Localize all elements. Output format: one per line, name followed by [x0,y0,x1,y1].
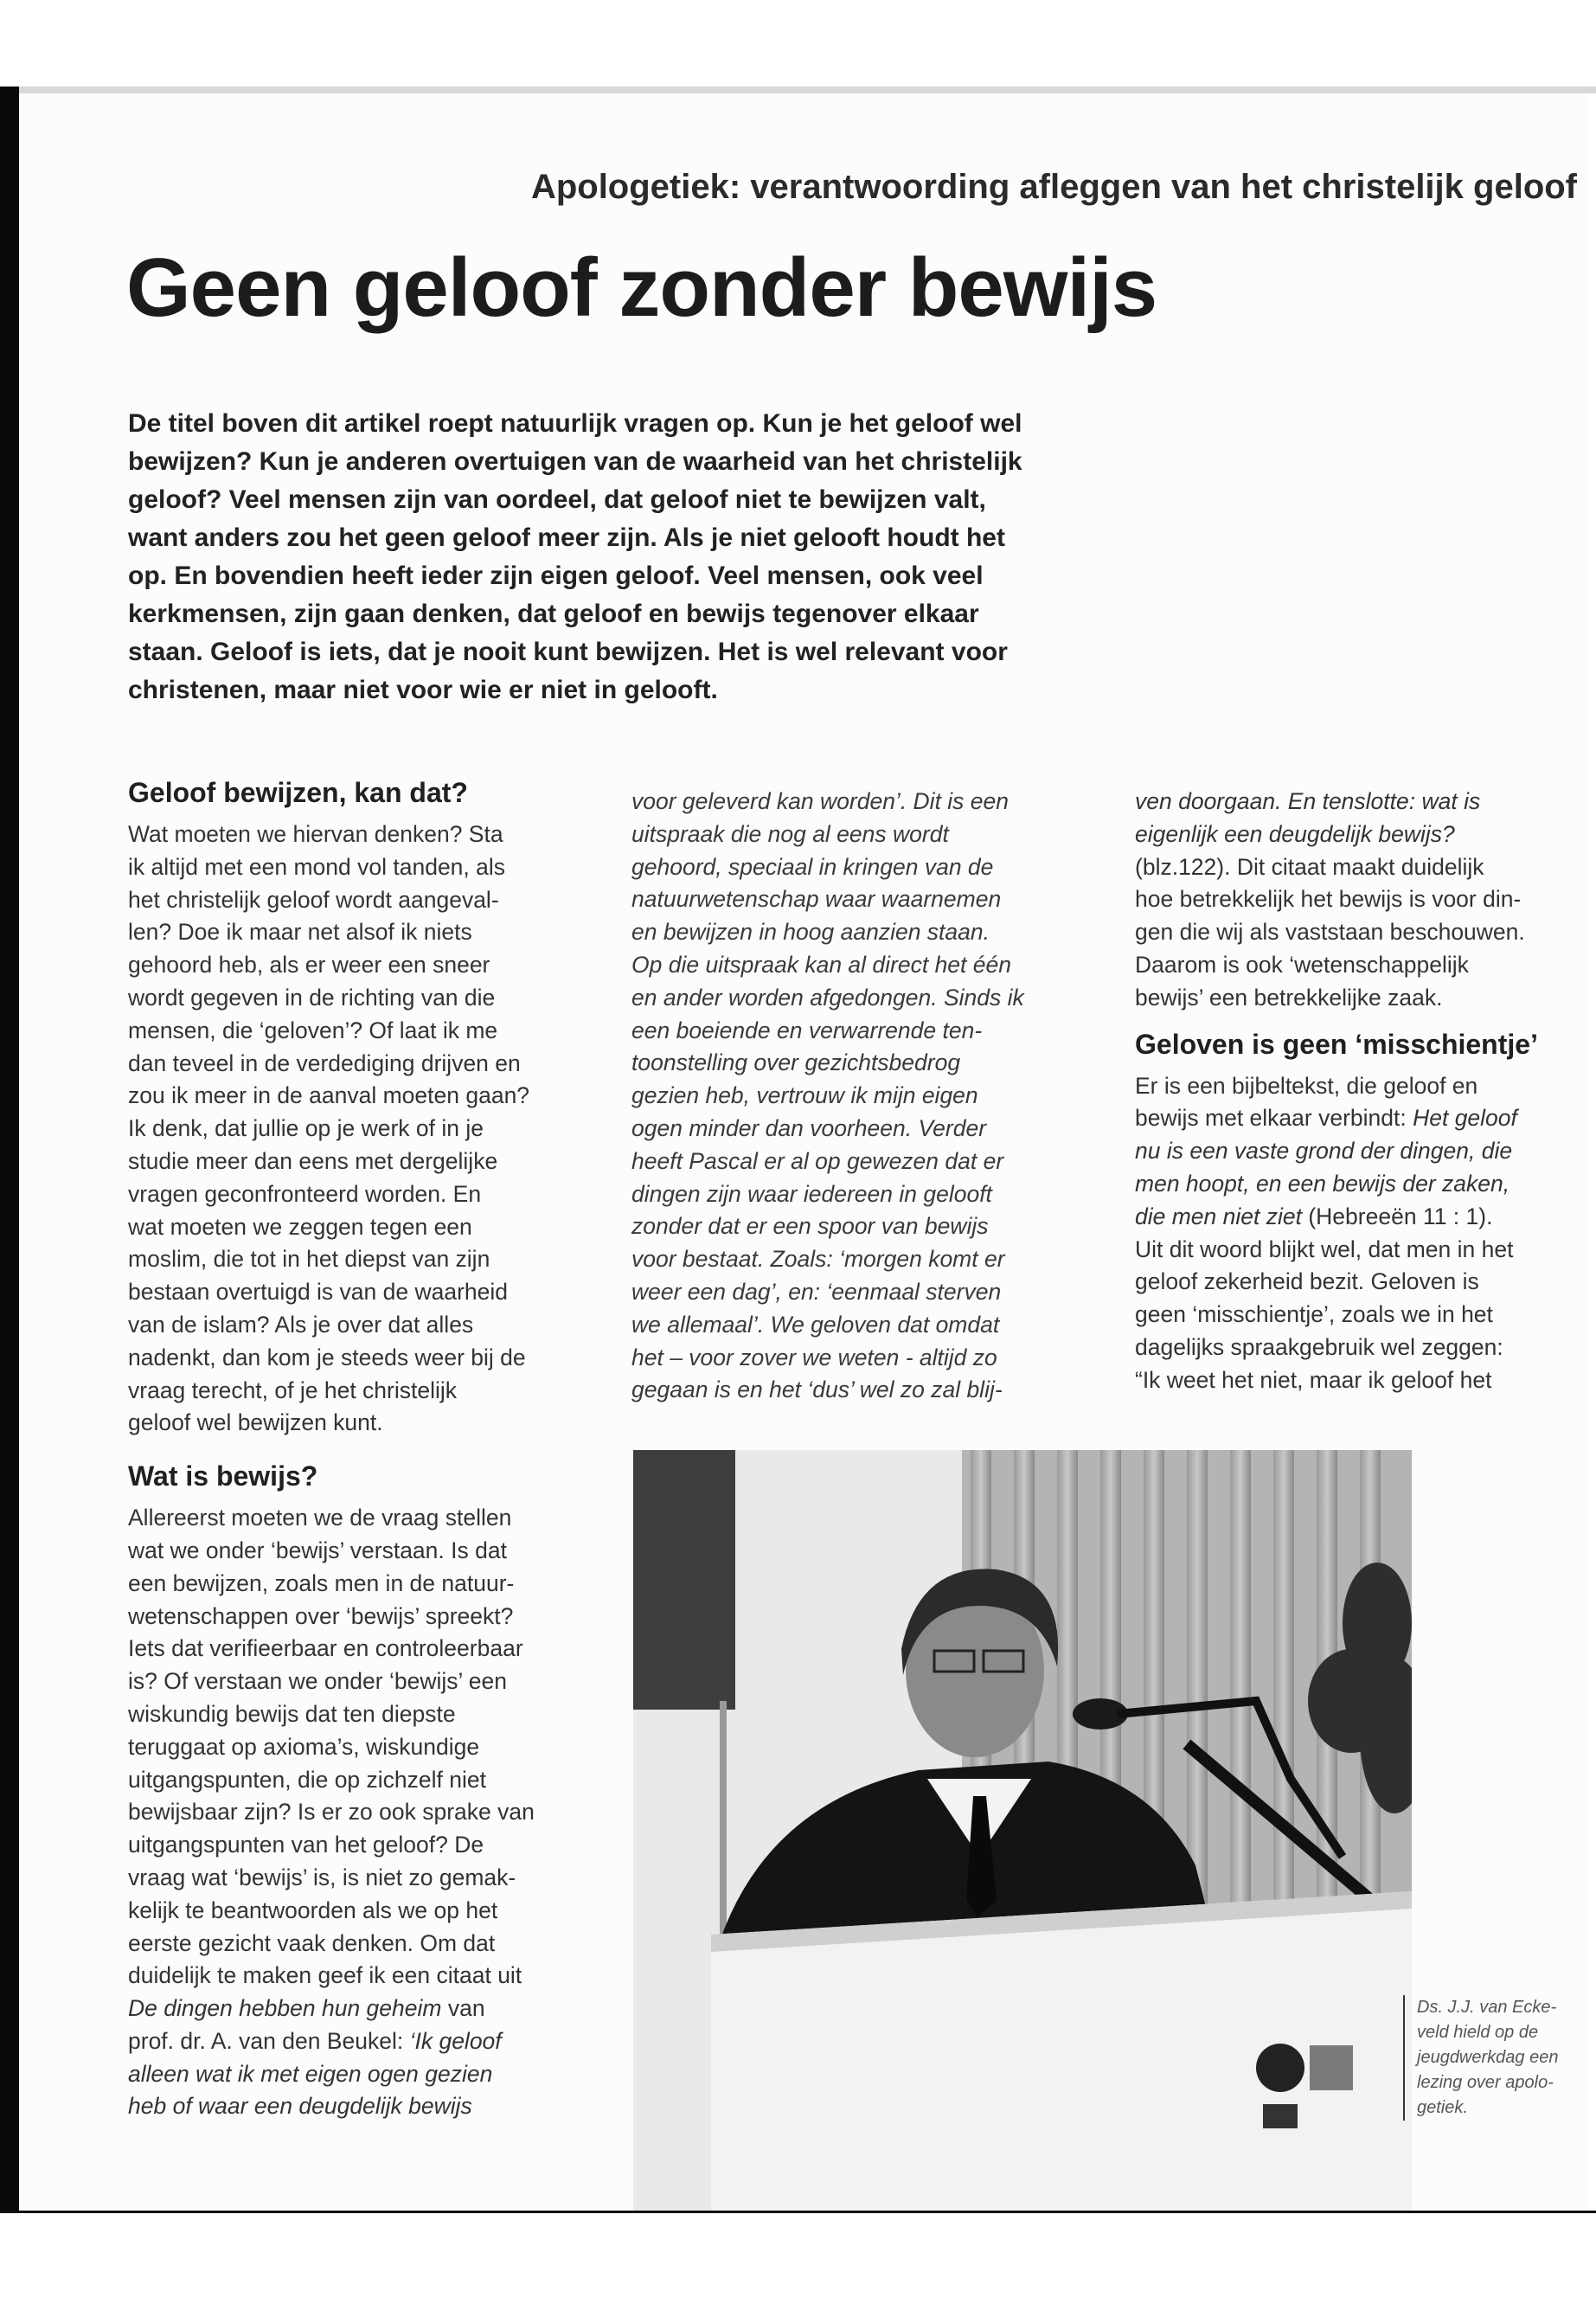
caption-line: lezing over apolo- [1417,2073,1554,2092]
body-paragraph [1135,786,1585,1015]
intro-line: staan. Geloof is iets, dat je nooit kunt bewijzen. Het is wel relevant voor [128,638,1008,666]
quote-line: natuurwetenschap waar waarnemen [631,886,1002,913]
text-line: uitgangspunten, die op zichzelf niet [128,1766,486,1793]
quote-line: eigenlijk een deugdelijk bewijs? [1135,820,1455,847]
text-line: geen ‘misschientje’, zoals we in het [1135,1301,1493,1328]
text-line: gehoord heb, als er weer een sneer [128,952,490,979]
text-line: teruggaat op axioma’s, wiskundige [128,1733,480,1760]
intro-line: De titel boven dit artikel roept natuurlijk vragen op. Kun je het geloof wel [128,409,1022,438]
quote-line: toonstelling over gezichtsbedrog [631,1049,961,1076]
section-heading: Wat is bewijs? [128,1460,318,1492]
quote-line: heeft Pascal er al op gewezen dat er [631,1147,1004,1174]
text-line: is? Of verstaan we onder ‘bewijs’ een [128,1668,507,1695]
section-heading: Geloven is geen ‘misschientje’ [1135,1028,1538,1060]
text-line: vraag terecht, of je het christelijk [128,1377,458,1403]
text-line: bewijs’ een betrekkelijke zaak. [1135,984,1443,1011]
quote-line: we allemaal’. We geloven dat omdat [631,1311,1000,1338]
caption-line: jeugdwerkdag een [1417,2048,1559,2067]
quote-line: uitspraak die nog al eens wordt [631,820,949,847]
text-line: Wat moeten we hiervan denken? Sta [128,821,503,847]
quote-line: het – voor zover we weten - altijd zo [631,1344,997,1370]
quote-line: dingen zijn waar iedereen in gelooft [631,1180,992,1207]
text-line: uitgangspunten van het geloof? De [128,1832,484,1858]
quote-line: ogen minder dan voorheen. Verder [631,1114,987,1141]
text-line: len? Doe ik maar net alsof ik niets [128,919,472,946]
magazine-page [19,93,1589,2211]
section-heading: Geloof bewijzen, kan dat? [128,777,468,808]
text-line: bestaan overtuigd is van de waarheid [128,1279,509,1306]
scan-edge-top [0,87,1596,93]
text-line: vragen geconfronteerd worden. En [128,1180,482,1207]
text-line: kelijk te beantwoorden als we op het [128,1896,498,1923]
text-line: zou ik meer in de aanval moeten gaan? [128,1082,530,1109]
bible-quote: Het geloof [1413,1105,1517,1132]
body-paragraph [128,818,600,1440]
text-line: Iets dat verifieerbaar en controleerbaar [128,1635,523,1662]
author-name: prof. dr. A. van den Beukel: [128,2027,404,2054]
kicker: Apologetiek: verantwoording afleggen van het christelijk geloof [530,168,1577,206]
quote-line: gegaan is en het ‘dus’ wel zo zal blij- [631,1377,1003,1403]
quote-line: en bewijzen in hoog aanzien staan. [631,919,990,946]
page-title: Geen geloof zonder bewijs [126,241,1157,334]
quote-line: weer een dag’, en: ‘eenmaal sterven [631,1278,1002,1305]
text-line: geloof wel bewijzen kunt. [128,1409,383,1436]
text-line: Daarom is ook ‘wetenschappelijk [1135,951,1469,978]
text-line: vraag wat ‘bewijs’ is, is niet zo gemak- [128,1864,516,1890]
text-line: van de islam? Als je over dat alles [128,1311,474,1338]
intro-line: christenen, maar niet voor wie er niet in gelooft. [128,676,718,704]
photo-caption [1403,1995,1596,2121]
column-2 [631,786,1099,1407]
caption-line: getiek. [1417,2098,1468,2117]
text-line: nadenkt, dan kom je steeds weer bij de [128,1344,526,1370]
quote-line: gehoord, speciaal in kringen van de [631,853,994,880]
text-line: bewijs met elkaar verbindt: [1135,1105,1407,1132]
bible-quote: die men niet ziet [1135,1203,1302,1229]
intro-line: want anders zou het geen geloof meer zijn. Als je niet gelooft houdt het [128,523,1005,552]
column-1 [128,775,600,2123]
text-line: Ik denk, dat jullie op je werk of in je [128,1115,484,1142]
book-title: De dingen hebben hun geheim [128,1995,442,2022]
text-line: “Ik weet het niet, maar ik geloof het [1135,1366,1492,1393]
text-line: wat moeten we zeggen tegen een [128,1213,472,1240]
text-line: Er is een bijbeltekst, die geloof en [1135,1072,1478,1099]
quote-line: heb of waar een deugdelijk bewijs [128,2093,472,2120]
quote-fragment: ‘Ik geloof [409,2027,502,2054]
intro-paragraph [128,405,1088,709]
text-line: (blz.122). Dit citaat maakt duidelijk [1135,853,1484,880]
intro-line: kerkmensen, zijn gaan denken, dat geloof en bewijs tegenover elkaar [128,600,979,628]
bible-quote: men hoopt, en een bewijs der zaken, [1135,1170,1510,1197]
intro-line: geloof? Veel mensen zijn van oordeel, dat geloof niet te bewijzen valt, [128,485,986,514]
text-line: dagelijks spraakgebruik wel zeggen: [1135,1333,1503,1360]
text-line: eerste gezicht vaak denken. Om dat [128,1929,496,1956]
text-line: moslim, die tot in het diepst van zijn [128,1246,490,1273]
text-line: Allereerst moeten we de vraag stellen [128,1505,512,1531]
text-line: dan teveel in de verdediging drijven en [128,1049,521,1076]
caption-line: veld hield op de [1417,2023,1539,2042]
quote-line: en ander worden afgedongen. Sinds ik [631,984,1024,1011]
quote-line: ven doorgaan. En tenslotte: wat is [1135,788,1481,814]
text-line: wiskundig bewijs dat ten diepste [128,1700,456,1727]
quote-line: alleen wat ik met eigen ogen gezien [128,2060,493,2087]
quote-line: een boeiende en verwarrende ten- [631,1017,983,1043]
intro-line: op. En bovendien heeft ieder zijn eigen geloof. Veel mensen, ook veel [128,562,984,590]
text-line: wordt gegeven in de richting van die [128,984,496,1011]
text-line: studie meer dan eens met dergelijke [128,1147,498,1174]
text-line: een bewijzen, zoals men in de natuur- [128,1569,515,1596]
text-line: Uit dit woord blijkt wel, dat men in het [1135,1235,1514,1262]
text-line: ik altijd met een mond vol tanden, als [128,853,506,880]
quote-line: zonder dat er een spoor van bewijs [631,1213,989,1240]
quote-line: Op die uitspraak kan al direct het één [631,951,1011,978]
quote-line: voor geleverd kan worden’. Dit is een [631,788,1010,814]
text-line: mensen, die ‘geloven’? Of laat ik me [128,1017,498,1043]
text-fragment: van [447,1995,485,2022]
scan-edge-bottom [0,2211,1596,2304]
text-line: duidelijk te maken geef ik een citaat uit [128,1962,522,1989]
text-line: hoe betrekkelijk het bewijs is voor din- [1135,886,1522,913]
daniel-logo-mark [1253,2035,1356,2139]
intro-line: bewijzen? Kun je anderen overtuigen van de waarheid van het christelijk [128,447,1022,476]
text-line: wat we onder ‘bewijs’ verstaan. Is dat [128,1537,507,1563]
body-paragraph [1135,1070,1585,1397]
column-3 [1135,786,1585,1397]
bible-quote: nu is een vaste grond der dingen, die [1135,1138,1513,1165]
text-line: gen die wij als vaststaan beschouwen. [1135,919,1525,946]
text-line: wetenschappen over ‘bewijs’ spreekt? [128,1602,514,1629]
quote-paragraph [631,786,1099,1407]
text-line: bewijsbaar zijn? Is er zo ook sprake van [128,1799,535,1826]
body-paragraph [128,1502,600,2123]
scan-edge-left [0,87,19,2215]
caption-line: Ds. J.J. van Ecke- [1417,1998,1557,2017]
text-line: geloof zekerheid bezit. Geloven is [1135,1268,1479,1295]
text-line: het christelijk geloof wordt aangeval- [128,886,499,913]
bible-reference: (Hebreeën 11 : 1). [1308,1203,1493,1229]
quote-line: voor bestaat. Zoals: ‘morgen komt er [631,1246,1005,1273]
quote-line: gezien heb, vertrouw ik mijn eigen [631,1082,978,1109]
